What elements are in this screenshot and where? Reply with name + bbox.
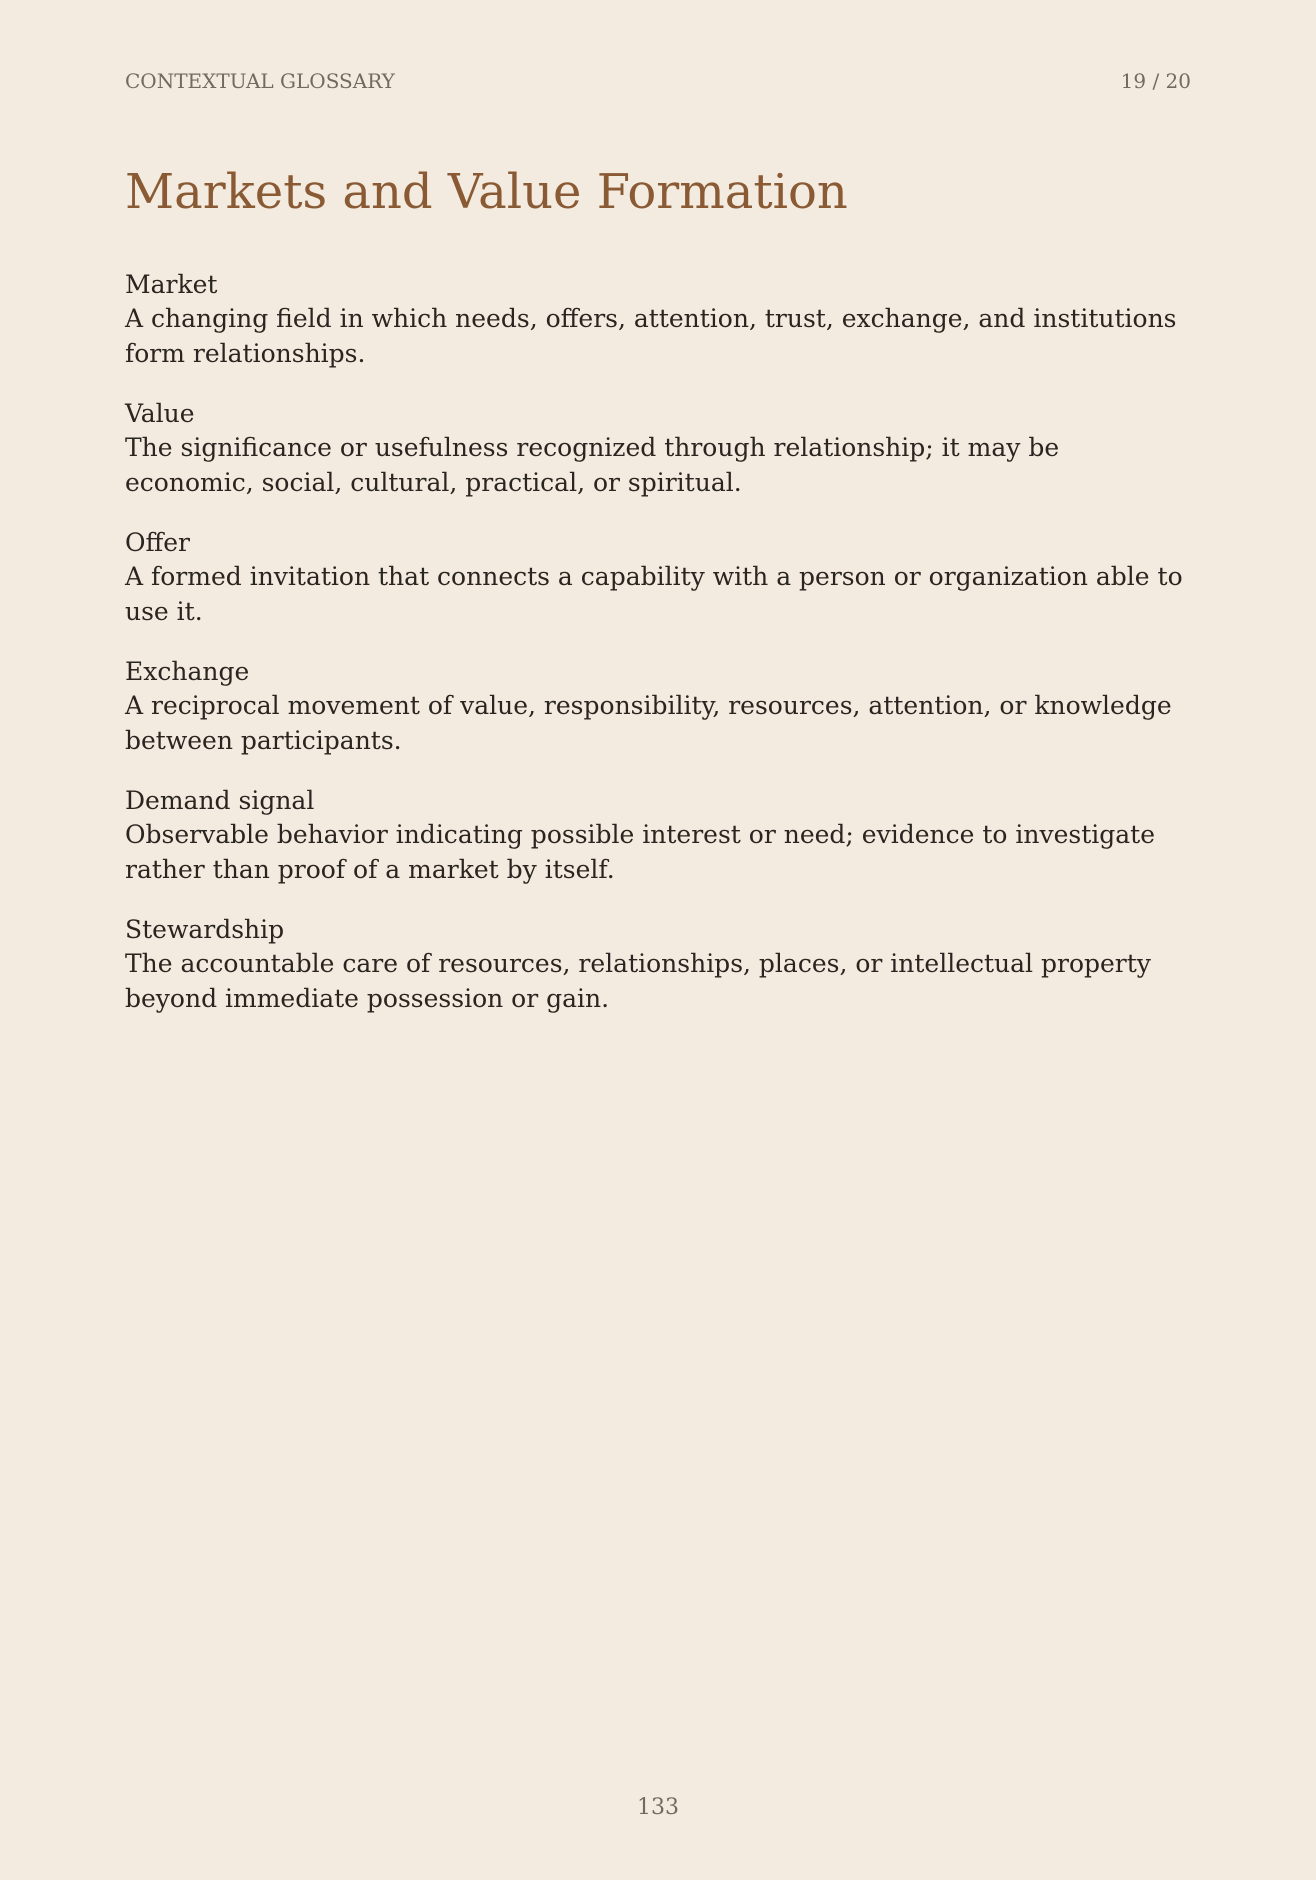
glossary-entry-exchange xyxy=(125,655,1191,758)
running-header xyxy=(125,69,1191,93)
section-label: CONTEXTUAL GLOSSARY xyxy=(125,69,395,93)
glossary-term: Exchange xyxy=(125,657,250,686)
glossary-definition: The accountable care of resources, relationships, places, or intellectual property beyond immediate possession or gain. xyxy=(125,949,1151,1013)
glossary-definition: A reciprocal movement of value, responsibility, resources, attention, or knowledge between participants. xyxy=(125,691,1172,755)
glossary-definition: A changing field in which needs, offers, attention, trust, exchange, and institutions form relationships. xyxy=(125,304,1177,368)
glossary-definition: Observable behavior indicating possible interest or need; evidence to investigate rather than proof of a market by itself. xyxy=(125,820,1156,884)
glossary-entry-offer xyxy=(125,526,1191,629)
glossary-term: Stewardship xyxy=(125,915,285,944)
glossary-entry-value xyxy=(125,397,1191,500)
page-progress: 19 / 20 xyxy=(1120,69,1191,93)
glossary-entry-demand-signal xyxy=(125,784,1191,887)
glossary-definition: A formed invitation that connects a capability with a person or organization able to use it. xyxy=(125,562,1183,626)
glossary-definition: The significance or usefulness recognized through relationship; it may be economic, social, cultural, practical, or spiritual. xyxy=(125,433,1060,497)
glossary-entry-stewardship xyxy=(125,913,1191,1016)
page-title: Markets and Value Formation xyxy=(125,164,848,220)
glossary-list xyxy=(125,268,1191,1042)
glossary-term: Value xyxy=(125,399,195,428)
glossary-term: Demand signal xyxy=(125,786,315,815)
glossary-entry-market xyxy=(125,268,1191,371)
glossary-term: Market xyxy=(125,270,218,299)
glossary-term: Offer xyxy=(125,528,191,557)
page-number: 133 xyxy=(637,1795,679,1820)
